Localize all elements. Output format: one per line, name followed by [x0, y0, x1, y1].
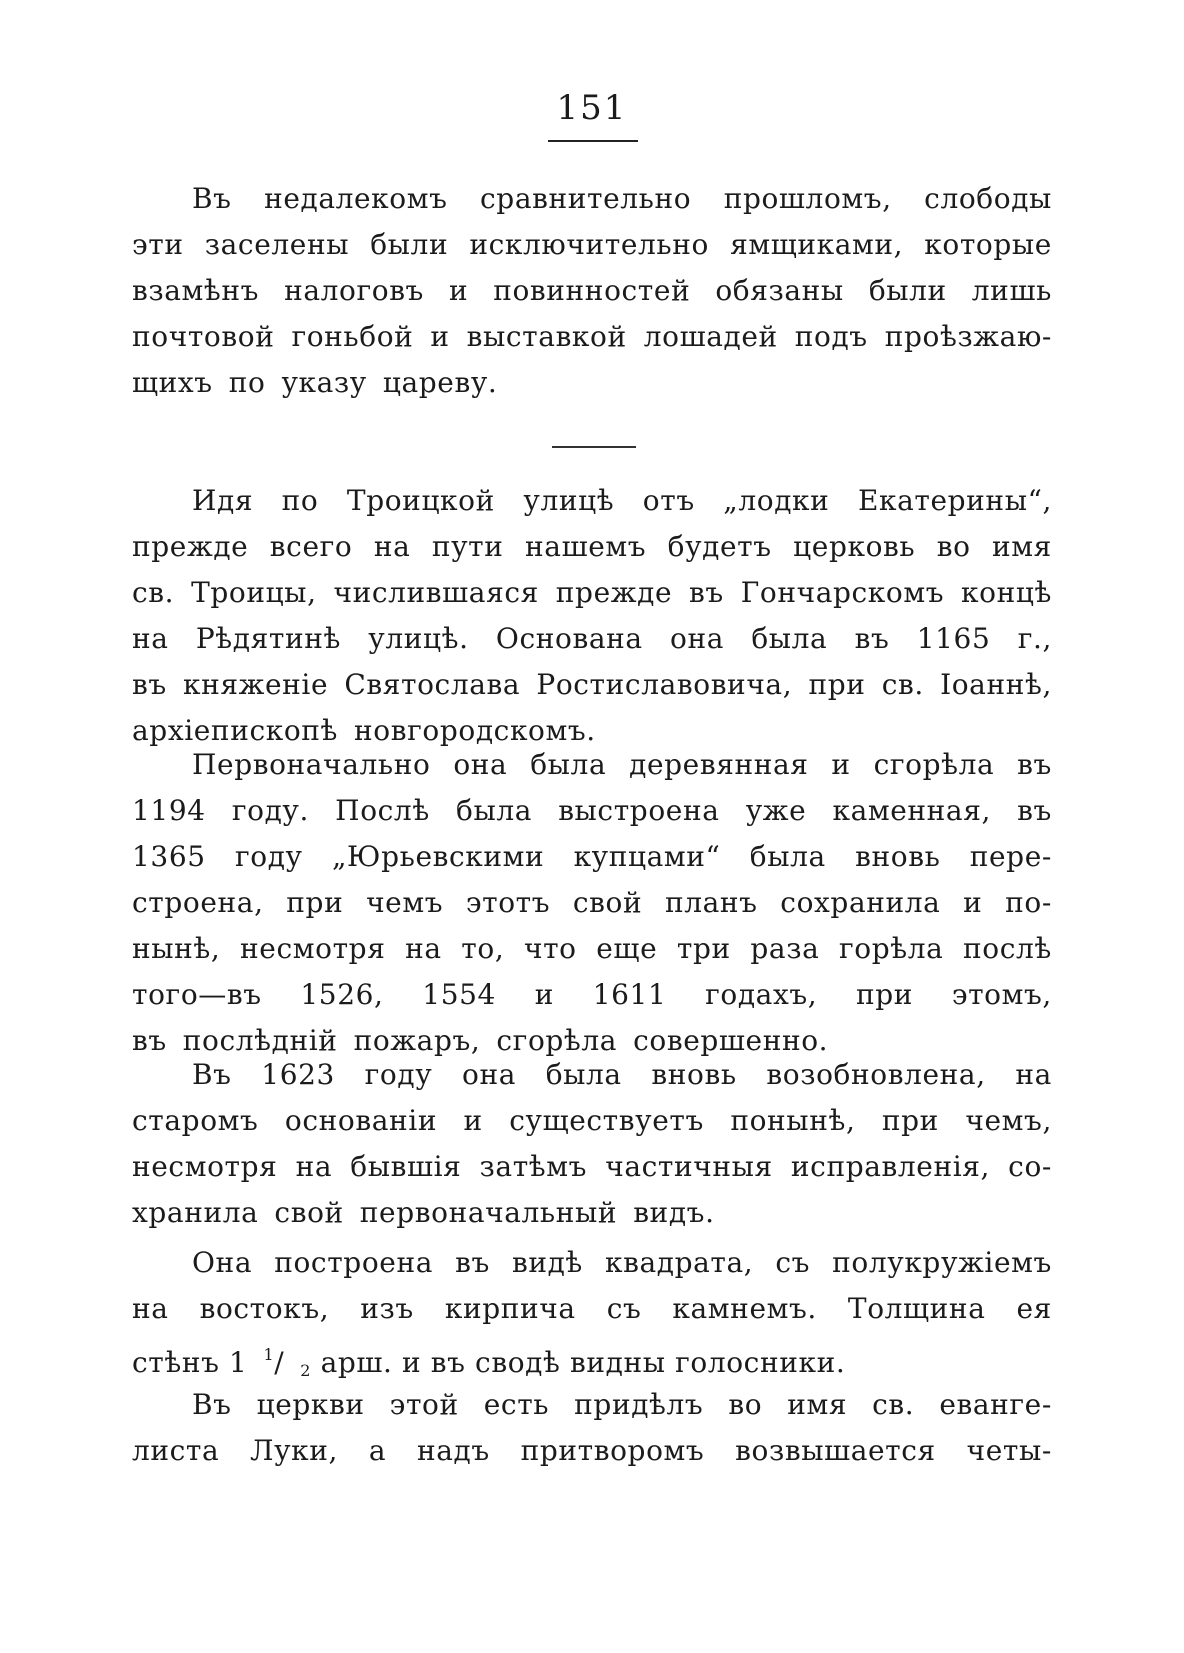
- word: Толщина: [847, 1292, 986, 1325]
- word: исправленія,: [790, 1150, 991, 1183]
- word: новгородскомъ.: [354, 714, 596, 747]
- word: въ: [132, 1024, 167, 1057]
- word: надъ: [416, 1434, 490, 1467]
- text-line: [132, 1382, 1052, 1428]
- text-line: [132, 1286, 1052, 1332]
- word: Рѣдятинѣ: [195, 622, 341, 655]
- word: понынѣ,: [730, 1104, 856, 1137]
- word: году.: [231, 794, 309, 827]
- text-line: [132, 478, 1052, 524]
- word: возвышается: [735, 1434, 936, 1467]
- word: была: [530, 748, 607, 781]
- word: 1365: [132, 840, 206, 873]
- word: княженіе: [182, 668, 329, 701]
- word: построена: [274, 1246, 434, 1279]
- text-line: [132, 834, 1052, 880]
- word: Она: [192, 1246, 253, 1279]
- word: „Юрьевскими: [331, 840, 545, 873]
- word: свой: [274, 1196, 344, 1229]
- word: послѣдній: [182, 1024, 338, 1057]
- text-line: [132, 1190, 1052, 1236]
- paragraph-2: [132, 478, 1052, 754]
- word: пере-: [969, 840, 1052, 873]
- word: съ: [775, 1246, 811, 1279]
- word: была: [751, 622, 828, 655]
- text-line: [132, 788, 1052, 834]
- word: планъ: [664, 886, 758, 919]
- text-segment: [132, 1332, 861, 1378]
- paragraph-3: [132, 742, 1052, 1064]
- word: квадрата,: [604, 1246, 754, 1279]
- word: нашемъ: [525, 530, 647, 563]
- text-line: [132, 524, 1052, 570]
- word: улицѣ: [523, 484, 615, 517]
- word: улицѣ.: [368, 622, 469, 655]
- word: году: [234, 840, 303, 873]
- word: Первоначально: [192, 748, 431, 781]
- word: по-: [1005, 886, 1052, 919]
- text-after-fraction: арш. и въ сводѣ видны голосники.: [311, 1346, 846, 1379]
- word: на: [132, 622, 169, 655]
- word: вновь: [855, 840, 941, 873]
- word: прежде: [555, 576, 673, 609]
- word: 1194: [132, 794, 206, 827]
- word: Послѣ: [335, 794, 430, 827]
- word: востокъ,: [199, 1292, 330, 1325]
- word: Основана: [495, 622, 643, 655]
- word: были: [868, 274, 947, 307]
- word: имя: [992, 530, 1052, 563]
- word: несмотря: [132, 1150, 278, 1183]
- word: Гончарскомъ: [740, 576, 945, 609]
- word: ея: [1016, 1292, 1052, 1325]
- word: Троицы,: [191, 576, 317, 609]
- word: была: [749, 840, 826, 873]
- word: выставкой: [466, 320, 627, 353]
- section-divider: [552, 446, 636, 448]
- word: при: [856, 978, 914, 1011]
- word: каменная,: [832, 794, 991, 827]
- word: на: [132, 1292, 169, 1325]
- text-line-with-fraction: [132, 1332, 1052, 1378]
- word: послѣ: [963, 932, 1052, 965]
- word: Екатерины“,: [857, 484, 1052, 517]
- word: сохранила: [780, 886, 941, 919]
- word: еще: [596, 932, 658, 965]
- word: заселены: [204, 228, 350, 261]
- word: есть: [483, 1388, 550, 1421]
- word: раза: [750, 932, 820, 965]
- word: камнемъ.: [672, 1292, 817, 1325]
- word: возобновлена,: [766, 1058, 986, 1091]
- word: что: [523, 932, 577, 965]
- word: этотъ: [465, 886, 551, 919]
- word: имя: [787, 1388, 848, 1421]
- word: затѣмъ: [479, 1150, 588, 1183]
- word: концѣ: [961, 576, 1052, 609]
- word: на: [295, 1150, 333, 1183]
- word: лошадей: [643, 320, 778, 353]
- paragraph-5: [132, 1240, 1052, 1378]
- word: при: [808, 668, 866, 701]
- word: и: [831, 748, 851, 781]
- word: 1623: [261, 1058, 335, 1091]
- word: сгорѣла: [496, 1024, 618, 1057]
- word: она: [453, 748, 508, 781]
- word: притворомъ: [520, 1434, 705, 1467]
- word: Луки,: [250, 1434, 339, 1467]
- word: строена,: [132, 886, 264, 919]
- word: со-: [1008, 1150, 1052, 1183]
- word: видъ.: [633, 1196, 715, 1229]
- text-line: [132, 268, 1052, 314]
- text-line: [132, 314, 1052, 360]
- word: чемъ,: [965, 1104, 1052, 1137]
- word: и: [448, 274, 469, 307]
- word: горѣла: [839, 932, 944, 965]
- word: въ: [455, 1246, 490, 1279]
- word: церкви: [256, 1388, 365, 1421]
- word: Троицкой: [346, 484, 495, 517]
- word: то,: [461, 932, 505, 965]
- text-line: [132, 1052, 1052, 1098]
- word: щихъ: [132, 366, 213, 399]
- word: повинностей: [493, 274, 691, 307]
- word: существуетъ: [509, 1104, 704, 1137]
- text-before-fraction: стѣнъ 1: [132, 1346, 248, 1379]
- word: 1526,: [300, 978, 384, 1011]
- fraction-numerator: 1: [263, 1345, 275, 1364]
- word: цареву.: [382, 366, 498, 399]
- word: пожаръ,: [353, 1024, 481, 1057]
- word: старомъ: [132, 1104, 259, 1137]
- text-line: [132, 616, 1052, 662]
- word: нынѣ,: [132, 932, 221, 965]
- word: чемъ: [366, 886, 444, 919]
- word: Въ: [192, 182, 232, 215]
- word: будетъ: [667, 530, 772, 563]
- word: при: [881, 1104, 939, 1137]
- word: а: [368, 1434, 387, 1467]
- text-line: [132, 662, 1052, 708]
- text-line: [132, 1098, 1052, 1144]
- text-line: [132, 570, 1052, 616]
- word: въ: [689, 576, 724, 609]
- word: была: [455, 794, 533, 827]
- word: кирпича: [444, 1292, 576, 1325]
- word: Святослава: [344, 668, 521, 701]
- word: слободы: [924, 182, 1052, 215]
- word: Въ: [192, 1388, 232, 1421]
- word: Ростиславовича,: [536, 668, 793, 701]
- word: бывшія: [350, 1150, 462, 1183]
- text-line: [132, 972, 1052, 1018]
- word: выстроена: [558, 794, 720, 827]
- word: 1611: [592, 978, 667, 1011]
- word: и: [430, 320, 450, 353]
- word: были: [370, 228, 449, 261]
- word: съ: [606, 1292, 642, 1325]
- word: свой: [572, 886, 643, 919]
- text-line: [132, 222, 1052, 268]
- text-line: [132, 742, 1052, 788]
- word: исключительно: [469, 228, 709, 261]
- word: три: [676, 932, 731, 965]
- word: изъ: [360, 1292, 414, 1325]
- word: придѣлъ: [574, 1388, 704, 1421]
- word: четы-: [966, 1434, 1052, 1467]
- word: и: [534, 978, 554, 1011]
- word: 1554: [422, 978, 496, 1011]
- word: этой: [389, 1388, 459, 1421]
- word: деревянная: [629, 748, 809, 781]
- word: купцами“: [573, 840, 721, 873]
- word: и: [963, 886, 983, 919]
- word: несмотря: [240, 932, 386, 965]
- fraction-slash: /: [274, 1346, 285, 1379]
- word: гоньбой: [291, 320, 414, 353]
- word: во: [936, 530, 971, 563]
- word: прошломъ,: [723, 182, 892, 215]
- word: годахъ,: [705, 978, 818, 1011]
- text-line: [132, 1428, 1052, 1474]
- word: она: [670, 622, 725, 655]
- word: указу: [281, 366, 367, 399]
- word: совершенно.: [633, 1024, 829, 1057]
- word: почтовой: [132, 320, 275, 353]
- word: полукружіемъ: [832, 1246, 1052, 1279]
- word: ямщиками,: [730, 228, 904, 261]
- word: листа: [132, 1434, 220, 1467]
- word: сравнительно: [480, 182, 692, 215]
- word: эти: [132, 228, 184, 261]
- word: числившаяся: [333, 576, 539, 609]
- text-line: [132, 176, 1052, 222]
- page-number: 151: [556, 88, 628, 128]
- word: на: [1015, 1058, 1052, 1091]
- word: того—въ: [132, 978, 262, 1011]
- word: св.: [881, 668, 924, 701]
- word: частичныя: [605, 1150, 773, 1183]
- fraction-denominator: 2: [300, 1361, 312, 1380]
- text-line: [132, 1240, 1052, 1286]
- word: по: [281, 484, 319, 517]
- word: св.: [872, 1388, 915, 1421]
- word: была: [545, 1058, 622, 1091]
- word: въ: [1017, 748, 1052, 781]
- paragraph-6: [132, 1382, 1052, 1474]
- word: по: [228, 366, 266, 399]
- word: во: [728, 1388, 763, 1421]
- word: пути: [431, 530, 504, 563]
- word: прежде: [132, 530, 249, 563]
- word: налоговъ: [284, 274, 424, 307]
- text-line: [132, 880, 1052, 926]
- word: недалекомъ: [264, 182, 448, 215]
- word: видѣ: [511, 1246, 583, 1279]
- word: первоначальный: [359, 1196, 618, 1229]
- word: Іоаннѣ,: [940, 668, 1052, 701]
- text-line: [132, 360, 1052, 406]
- paragraph-4: [132, 1052, 1052, 1236]
- word: г.,: [1017, 622, 1052, 655]
- word: отъ: [642, 484, 695, 517]
- word: сгорѣла: [873, 748, 995, 781]
- word: при: [286, 886, 344, 919]
- word: уже: [745, 794, 807, 827]
- word: проѣзжаю-: [884, 320, 1052, 353]
- word: всего: [269, 530, 353, 563]
- word: лишь: [971, 274, 1052, 307]
- word: св.: [132, 576, 175, 609]
- word: которые: [924, 228, 1052, 261]
- word: хранила: [132, 1196, 259, 1229]
- word: архіепископѣ: [132, 714, 339, 747]
- word: на: [405, 932, 442, 965]
- word: еванге-: [939, 1388, 1052, 1421]
- text-line: [132, 1144, 1052, 1190]
- word: въ: [1017, 794, 1052, 827]
- text-line: [132, 926, 1052, 972]
- word: „лодки: [723, 484, 830, 517]
- word: вновь: [651, 1058, 737, 1091]
- word: въ: [854, 622, 890, 655]
- word: и: [463, 1104, 483, 1137]
- word: церковь: [793, 530, 916, 563]
- word: она: [461, 1058, 516, 1091]
- paragraph-1: [132, 176, 1052, 406]
- word: въ: [132, 668, 167, 701]
- word: подъ: [794, 320, 868, 353]
- word: взамѣнъ: [132, 274, 260, 307]
- word: 1165: [916, 622, 991, 655]
- word: на: [373, 530, 411, 563]
- word: году: [364, 1058, 433, 1091]
- word: этомъ,: [951, 978, 1052, 1011]
- word: обязаны: [715, 274, 844, 307]
- word: Идя: [192, 484, 254, 517]
- word: основаніи: [284, 1104, 438, 1137]
- word: Въ: [192, 1058, 232, 1091]
- page-number-underline: [548, 140, 638, 142]
